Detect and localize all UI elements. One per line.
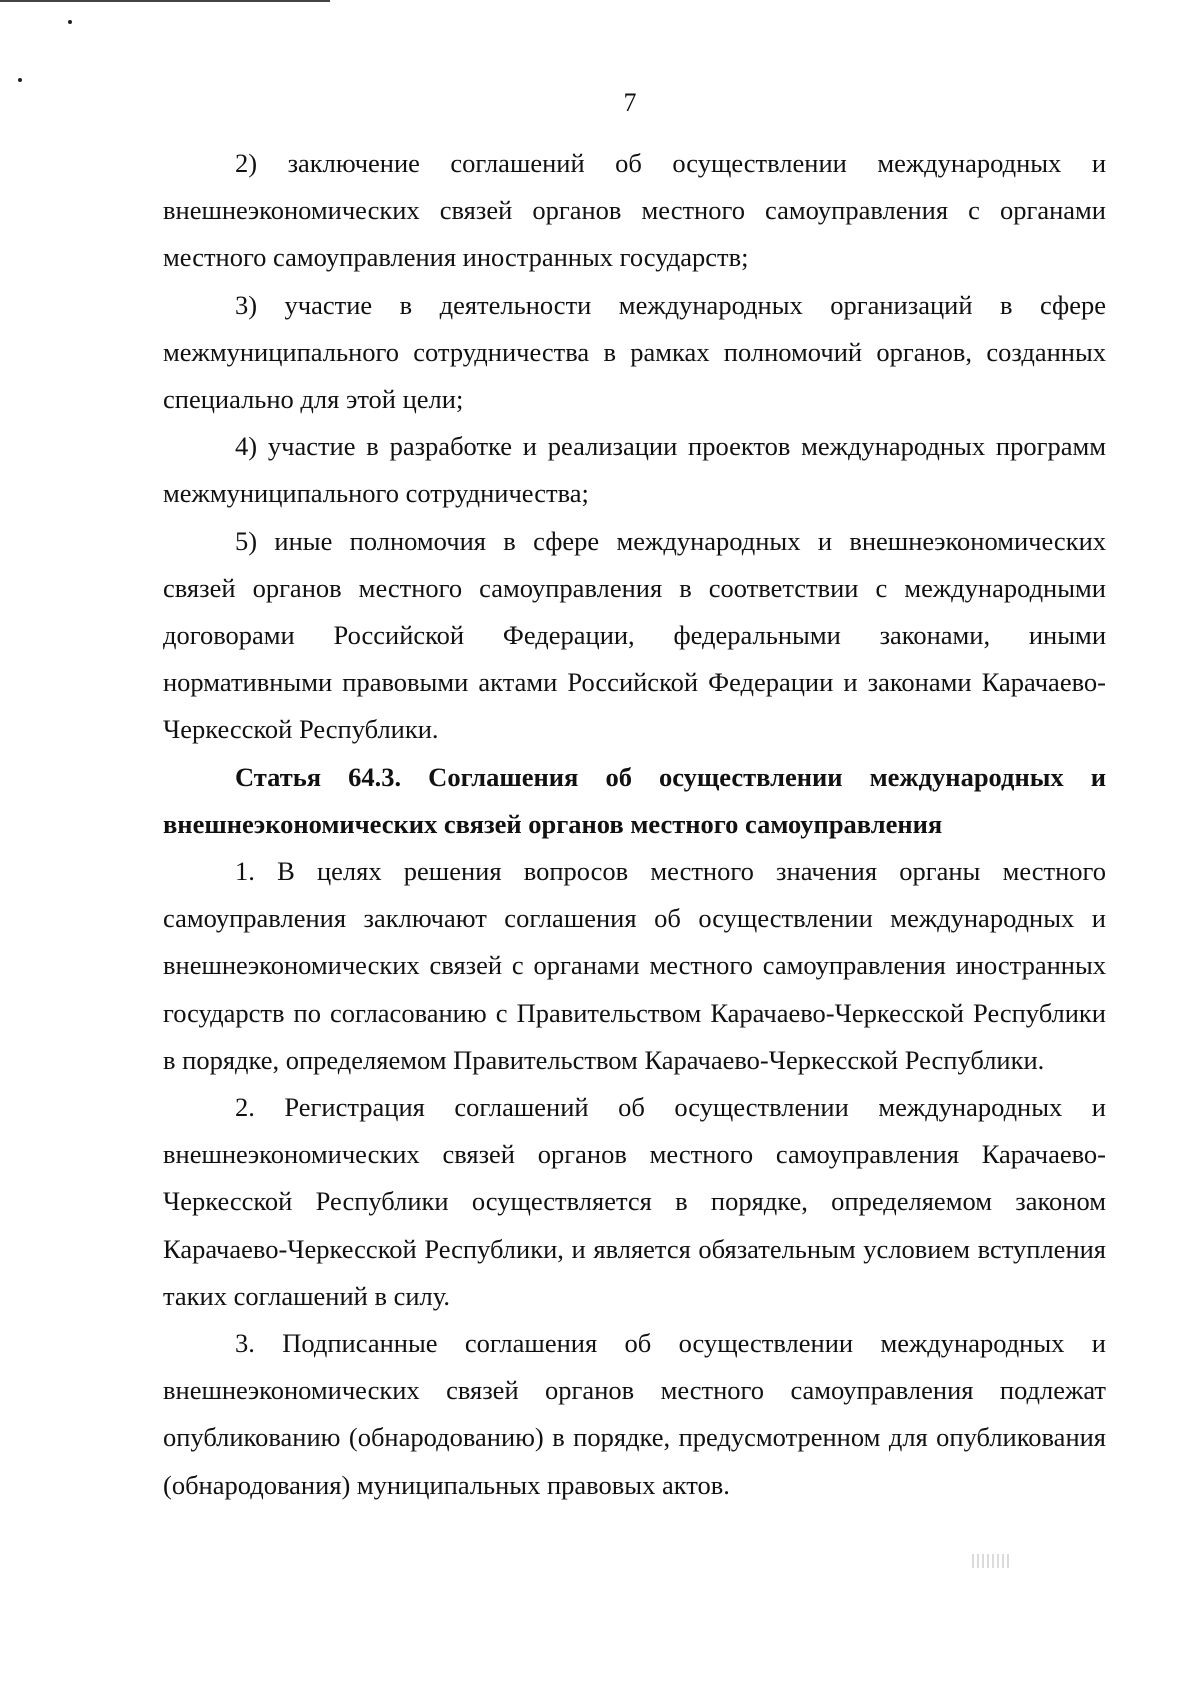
document-body: [163, 140, 1106, 1509]
article-clause-3: 3. Подписанные соглашения об осуществлении международных и внешнеэкономических связей органов местного самоуправления подлежат опубликованию (обнародованию) в порядке, предусмотренном для опубликования (обнародования) муниципальных правовых актов.: [163, 1328, 1106, 1500]
scan-artifact: [972, 1554, 1012, 1568]
article-clause-1: 1. В целях решения вопросов местного значения органы местного самоуправления заключают соглашения об осуществлении международных и внешнеэкономических связей с органами местного самоуправления иностранных государств по согласованию с Правительством Карачаево-Черкесской Республики в порядке, определяемом Правительством Карачаево-Черкесской Республики.: [163, 856, 1106, 1075]
scan-speck: [18, 78, 22, 82]
page-number: 7: [623, 88, 637, 117]
article-clause-2: 2. Регистрация соглашений об осуществлении международных и внешнеэкономических связей органов местного самоуправления Карачаево-Черкесской Республики осуществляется в порядке, определяемом законом Карачаево-Черкесской Республики, и является обязательным условием вступления таких соглашений в силу.: [163, 1092, 1106, 1311]
scan-speck: [68, 20, 72, 24]
article-heading: Статья 64.3. Соглашения об осуществлении международных и внешнеэкономических связей органов местного самоуправления: [163, 761, 1106, 839]
paragraph-item-5: 5) иные полномочия в сфере международных и внешнеэкономических связей органов местного самоуправления в соответствии с международными договорами Российской Федерации, федеральными законами, иными нормативными правовыми актами Российской Федерации и законами Карачаево-Черкесской Республики.: [163, 525, 1106, 745]
paragraph-item-3: 3) участие в деятельности международных организаций в сфере межмуниципального сотрудничества в рамках полномочий органов, созданных специально для этой цели;: [163, 289, 1106, 415]
scan-edge-line: [0, 0, 330, 2]
paragraph-item-4: 4) участие в разработке и реализации проектов международных программ межмуниципального сотрудничества;: [163, 431, 1106, 509]
paragraph-item-2: 2) заключение соглашений об осуществлении международных и внешнеэкономических связей органов местного самоуправления с органами местного самоуправления иностранных государств;: [163, 148, 1106, 273]
